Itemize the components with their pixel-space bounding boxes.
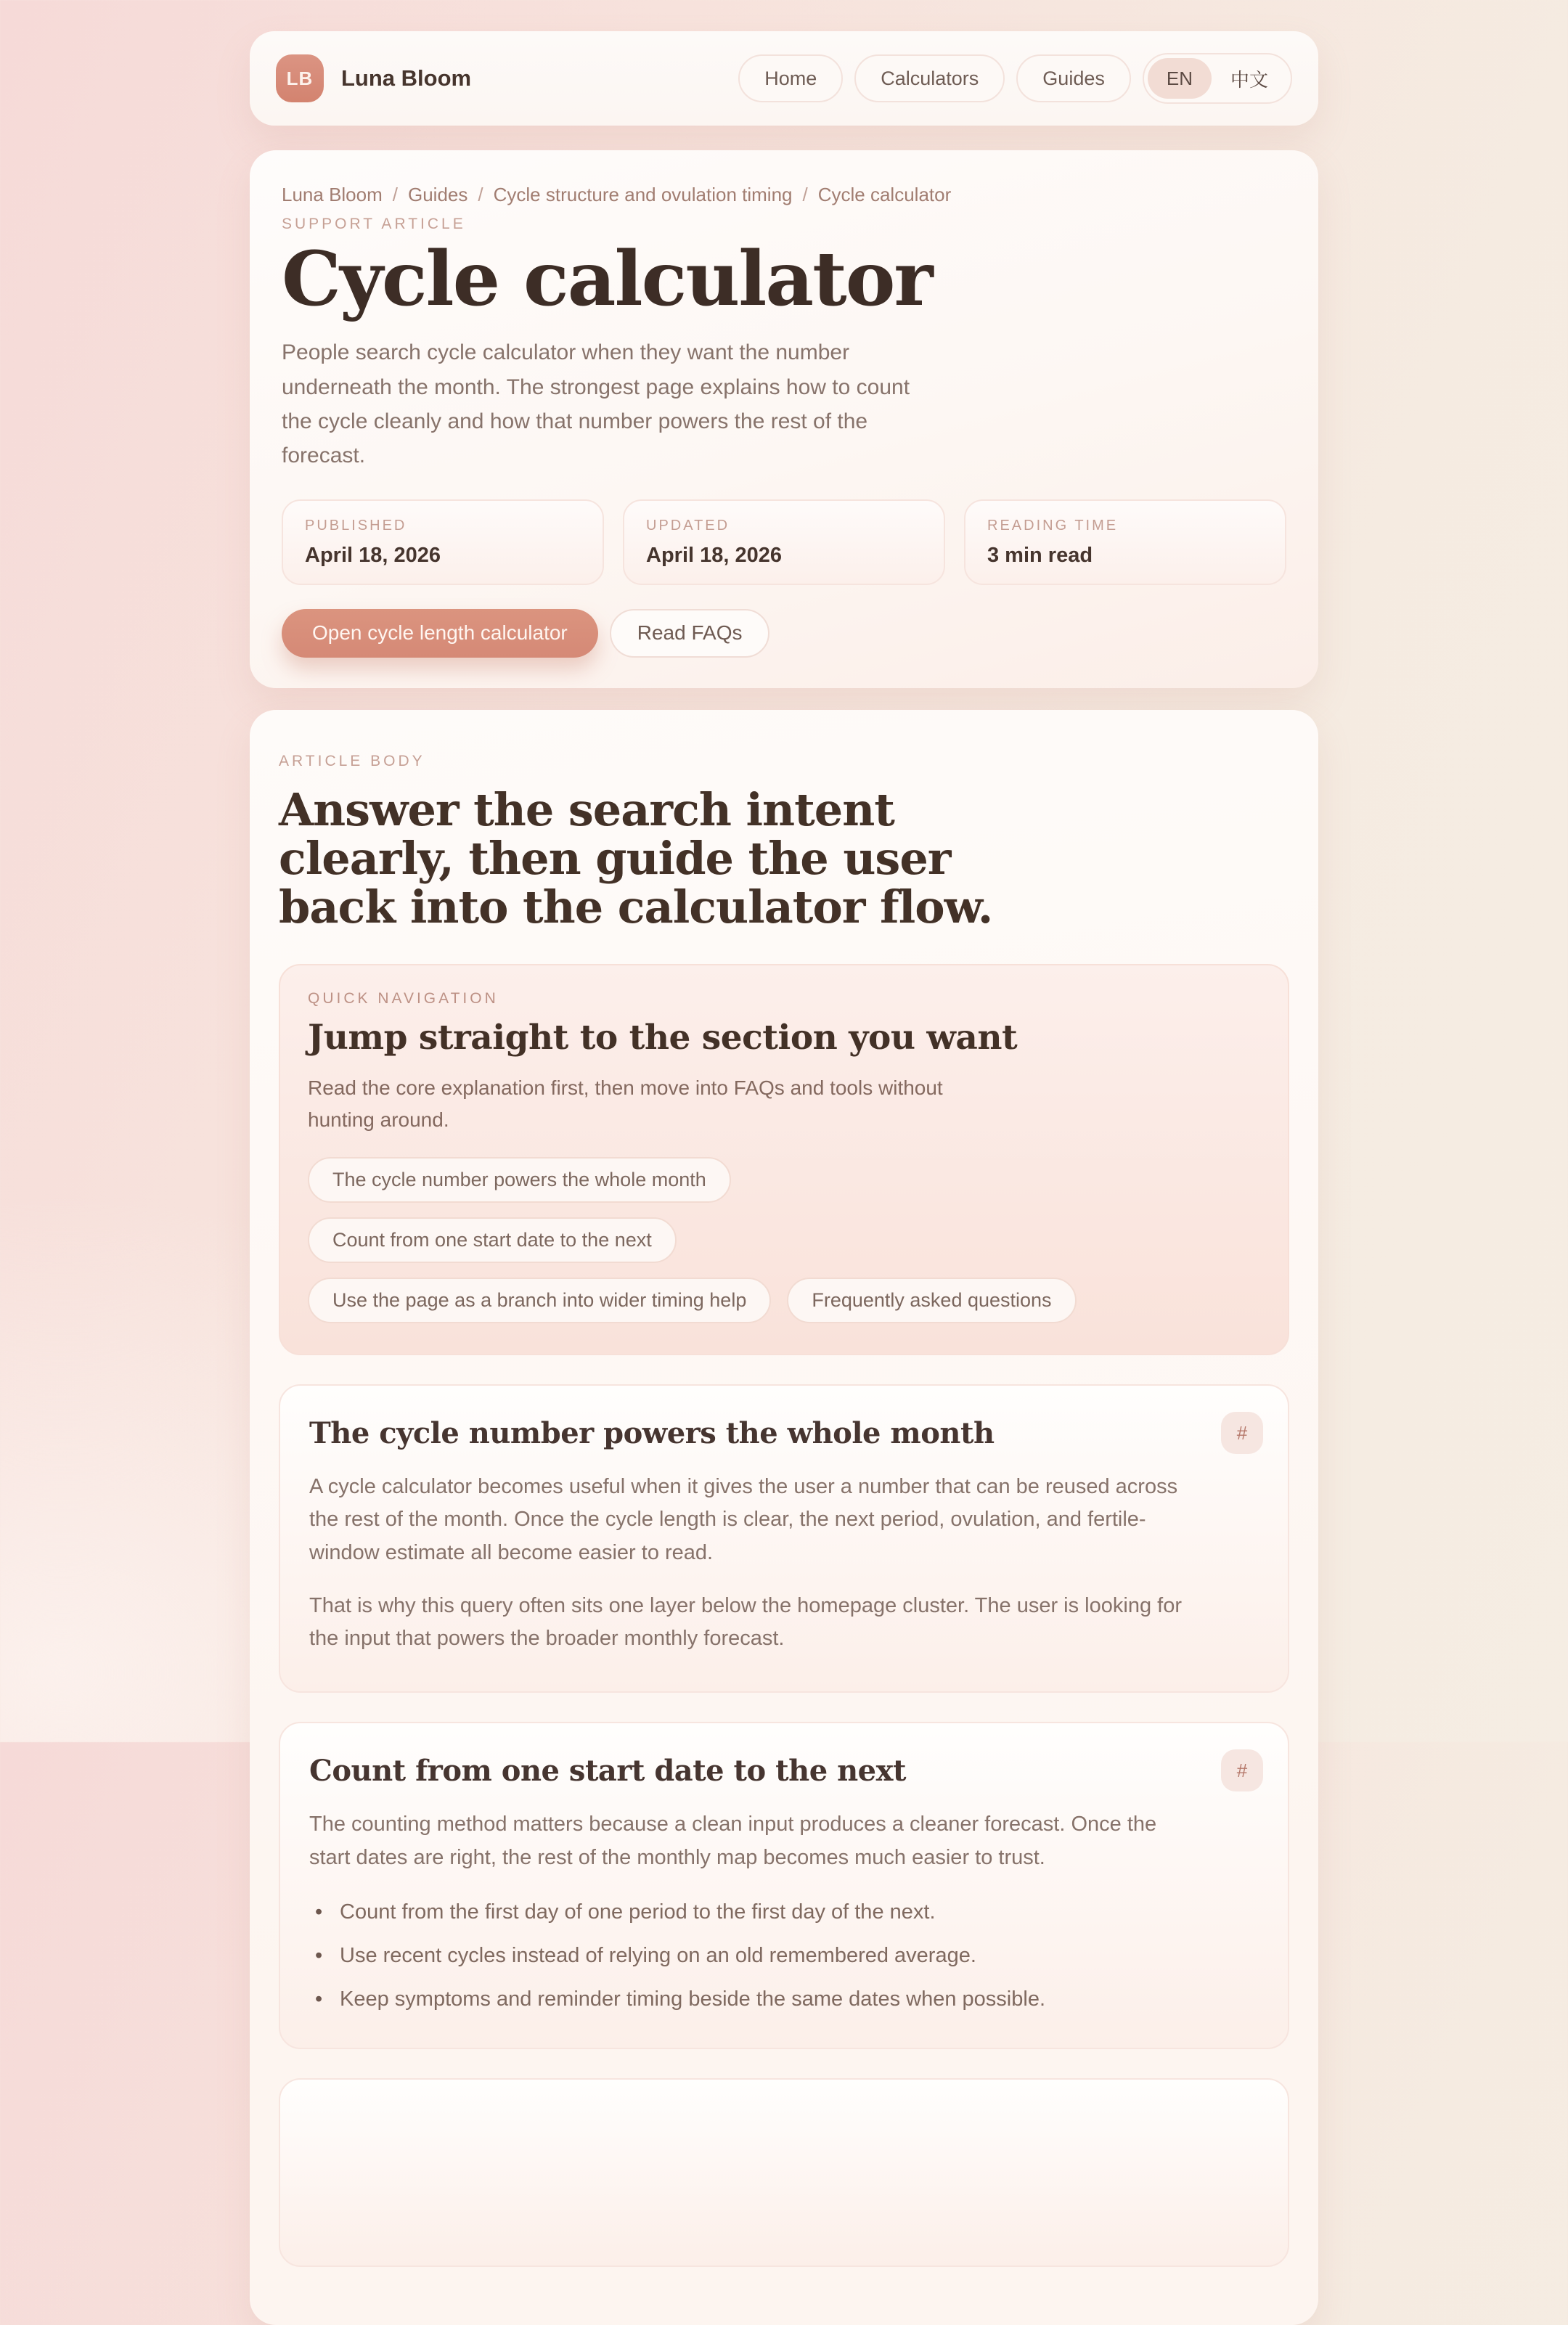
article-heading-line: clearly, then guide the user [279,831,951,885]
cta-row [282,609,1286,658]
anchor-link-icon[interactable]: # [1221,1412,1263,1454]
meta-value: 3 min read [987,543,1093,567]
header-card [250,31,1318,126]
page-title: Cycle calculator [282,235,932,323]
page-container [250,31,1318,2325]
meta-label: READING TIME [987,517,1119,534]
language-option-en[interactable]: EN [1148,58,1212,99]
article-body-kicker: ARTICLE BODY [279,752,425,769]
section-cycle-number [279,1384,1289,1693]
nav-item-home[interactable]: Home [738,54,843,102]
read-faqs-button[interactable]: Read FAQs [610,609,770,658]
article-heading-line: Answer the search intent [279,783,894,836]
language-option-zh[interactable]: 中文 [1230,68,1268,91]
meta-card-updated [623,499,945,585]
meta-row [282,499,1286,585]
breadcrumb-item-current: Cycle calculator [817,184,952,205]
section-count-dates [279,1722,1289,2048]
breadcrumb-separator: / [802,184,808,205]
support-article-kicker: SUPPORT ARTICLE [282,216,466,232]
anchor-link-icon[interactable]: # [1221,1749,1263,1791]
quick-nav-link-faq[interactable]: Frequently asked questions [787,1278,1076,1323]
hero-card [250,150,1318,688]
main-nav [738,53,1292,104]
bullet-item: • Use recent cycles instead of relying on an old remembered average. [309,1944,1201,1968]
meta-card-reading-time [964,499,1286,585]
bullet-item: • Count from the first day of one period to the first day of the next. [309,1900,1201,1924]
section-paragraph: The counting method matters because a clean input produces a cleaner forecast. Once the start dates are right, the rest of the monthly map becomes much easier to trust. [309,1813,1157,1869]
language-toggle [1143,53,1292,104]
section-title: The cycle number powers the whole month [309,1416,995,1451]
meta-card-published [282,499,604,585]
quick-navigation-description: Read the core explanation first, then move into FAQs and tools without hunting around. [308,1076,943,1132]
section-paragraph: A cycle calculator becomes useful when it gives the user a number that can be reused across the rest of the month. Once the cycle length is clear, the next period, ovulation, and fertile-window estimate all become easier to read. [309,1475,1178,1564]
meta-value: April 18, 2026 [305,543,441,567]
quick-nav-link-branch-page[interactable]: Use the page as a branch into wider timing help [308,1278,771,1323]
open-calculator-button[interactable]: Open cycle length calculator [282,609,598,658]
breadcrumb [282,184,1286,206]
meta-label: UPDATED [646,517,730,534]
section-paragraph: That is why this query often sits one layer below the homepage cluster. The user is looking for the input that powers the broader monthly forecast. [309,1593,1182,1651]
breadcrumb-separator: / [392,184,398,205]
section-bullet-list [309,1900,1201,2011]
article-heading-line: back into the calculator flow. [279,880,993,933]
quick-navigation-links [308,1157,1106,1323]
section-next-partial [279,2078,1289,2267]
breadcrumb-item-cluster[interactable]: Cycle structure and ovulation timing [493,184,793,205]
meta-label: PUBLISHED [305,517,407,534]
page-intro: People search cycle calculator when they want the number underneath the month. The strongest page explains how to count the cycle cleanly and how that number powers the rest of the forecast. [282,340,910,468]
quick-nav-link-cycle-number[interactable]: The cycle number powers the whole month [308,1157,731,1203]
article-heading [279,783,1289,933]
breadcrumb-separator: / [478,184,483,205]
article-body-card [250,710,1318,2325]
quick-navigation-title: Jump straight to the section you want [308,1017,1018,1058]
nav-item-calculators[interactable]: Calculators [854,54,1005,102]
nav-item-guides[interactable]: Guides [1016,54,1131,102]
brand-logo[interactable]: LB [276,54,324,102]
breadcrumb-item-guides[interactable]: Guides [408,184,468,205]
brand[interactable] [276,54,471,102]
bullet-item: • Keep symptoms and reminder timing beside the same dates when possible. [309,1987,1201,2011]
quick-navigation-kicker: QUICK NAVIGATION [308,989,499,1007]
meta-value: April 18, 2026 [646,543,782,567]
brand-name: Luna Bloom [341,65,472,91]
quick-nav-link-count-dates[interactable]: Count from one start date to the next [308,1217,677,1263]
breadcrumb-item-home[interactable]: Luna Bloom [282,184,383,205]
quick-navigation-card [279,964,1289,1356]
section-title: Count from one start date to the next [309,1754,906,1789]
